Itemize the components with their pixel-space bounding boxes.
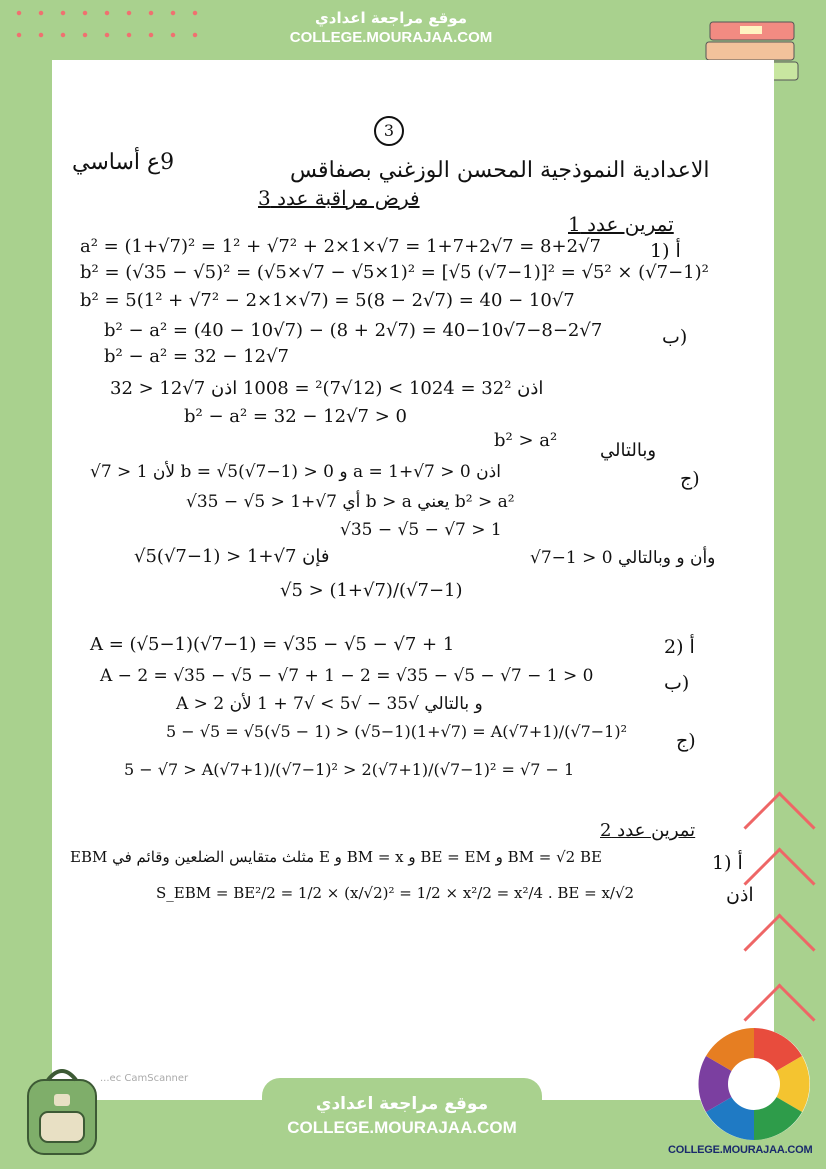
math-line-20: EBM مثلث متقايس الضلعين وقائم في E و BM = x و BE = EM و BM = √2 BE bbox=[70, 848, 602, 866]
math-line-7: b² − a² = 32 − 12√7 > 0 bbox=[184, 406, 407, 427]
exercise-1-title: تمرين عدد 1 bbox=[568, 212, 674, 236]
math-line-17: A > 2 و بالتالي √35 − √5 > √7 + 1 لأن bbox=[176, 694, 483, 714]
math-line-8: b² > a² bbox=[494, 430, 558, 451]
part-label-1a: 1) أ bbox=[650, 240, 681, 262]
part-label-2c: ج) bbox=[676, 730, 696, 752]
part-label-2a: 2) أ bbox=[664, 636, 695, 658]
math-line-4: b² − a² = (40 − 10√7) − (8 + 2√7) = 40−10√7−8−2√7 bbox=[104, 320, 603, 341]
therefore-label-1: وبالتالي bbox=[600, 440, 657, 461]
footer-banner[interactable] bbox=[262, 1078, 542, 1158]
math-line-3: b² = 5(1² + √7² − 2×1×√7) = 5(8 − 2√7) = 40 − 10√7 bbox=[80, 290, 575, 311]
class-label: 9ع أساسي bbox=[72, 150, 175, 175]
part-label-2b: ب) bbox=[664, 672, 690, 694]
math-line-13: √5 > (1+√7)/(√7−1) bbox=[280, 580, 463, 601]
math-line-12: √5(√7−1) > 1+√7 فإن bbox=[134, 546, 330, 567]
math-line-6: 32 > 12√7 اذن 32² = 1024 > (12√7)² = 1008 اذن bbox=[110, 378, 544, 399]
math-line-2: b² = (√35 − √5)² = (√5×√7 − √5×1)² = [√5 (√7−1)]² = √5² × (√7−1)² bbox=[80, 262, 709, 283]
math-line-10: √35 − √5 > 1+√7 أي b > a يعني b² > a² bbox=[186, 492, 515, 512]
camscanner-watermark: ...ec CamScanner bbox=[100, 1073, 189, 1084]
test-title: فرض مراقبة عدد 3 bbox=[258, 186, 420, 210]
part-label-1b: ب) bbox=[662, 326, 688, 348]
school-name: الاعدادية النموذجية المحسن الوزغني بصفاقس bbox=[290, 158, 710, 183]
math-line-19: 5 − √7 > A(√7+1)/(√7−1)² > 2(√7+1)/(√7−1)² = √7 − 1 bbox=[124, 760, 575, 779]
backpack-icon bbox=[14, 1058, 110, 1158]
part-label-1c: ج) bbox=[680, 468, 700, 490]
footer-site-arabic: موقع مراجعة اعدادي bbox=[315, 1094, 489, 1114]
math-line-14: √7−1 > 0 وأن و وبالتالي bbox=[530, 548, 716, 568]
math-line-16: A − 2 = √35 − √5 − √7 + 1 − 2 = √35 − √5 − √7 − 1 > 0 bbox=[100, 666, 594, 686]
subjects-wheel-logo bbox=[694, 1024, 814, 1144]
footer-logo-text: COLLEGE.MOURAJAA.COM bbox=[668, 1144, 813, 1156]
math-line-21: S_EBM = BE²/2 = 1/2 × (x/√2)² = 1/2 × x²/2 = x²/4 . BE = x/√2 bbox=[156, 884, 635, 902]
exercise-2-title: تمرين عدد 2 bbox=[600, 820, 696, 841]
header-banner[interactable] bbox=[262, 4, 520, 60]
header-site-url[interactable]: COLLEGE.MOURAJAA.COM bbox=[289, 29, 493, 46]
hence-label: اذن bbox=[726, 884, 754, 906]
footer-site-url[interactable]: COLLEGE.MOURAJAA.COM bbox=[287, 1118, 517, 1137]
math-line-11: √35 − √5 − √7 > 1 bbox=[340, 520, 502, 540]
math-line-18: 5 − √5 = √5(√5 − 1) > (√5−1)(1+√7) = A(√7+1)/(√7−1)² bbox=[166, 722, 627, 741]
math-line-9: √7 > 1 لأن b = √5(√7−1) > 0 و a = 1+√7 > 0 اذن bbox=[90, 462, 501, 482]
math-line-1: a² = (1+√7)² = 1² + √7² + 2×1×√7 = 1+7+2√7 = 8+2√7 bbox=[80, 236, 601, 257]
math-line-15: A = (√5−1)(√7−1) = √35 − √5 − √7 + 1 bbox=[90, 634, 455, 655]
header-site-arabic: موقع مراجعة اعدادي bbox=[315, 9, 467, 27]
page-number: 3 bbox=[374, 116, 404, 146]
math-line-5: b² − a² = 32 − 12√7 bbox=[104, 346, 289, 367]
part-label-e2-1a: 1) أ bbox=[712, 852, 743, 874]
decorative-dots bbox=[8, 2, 208, 52]
